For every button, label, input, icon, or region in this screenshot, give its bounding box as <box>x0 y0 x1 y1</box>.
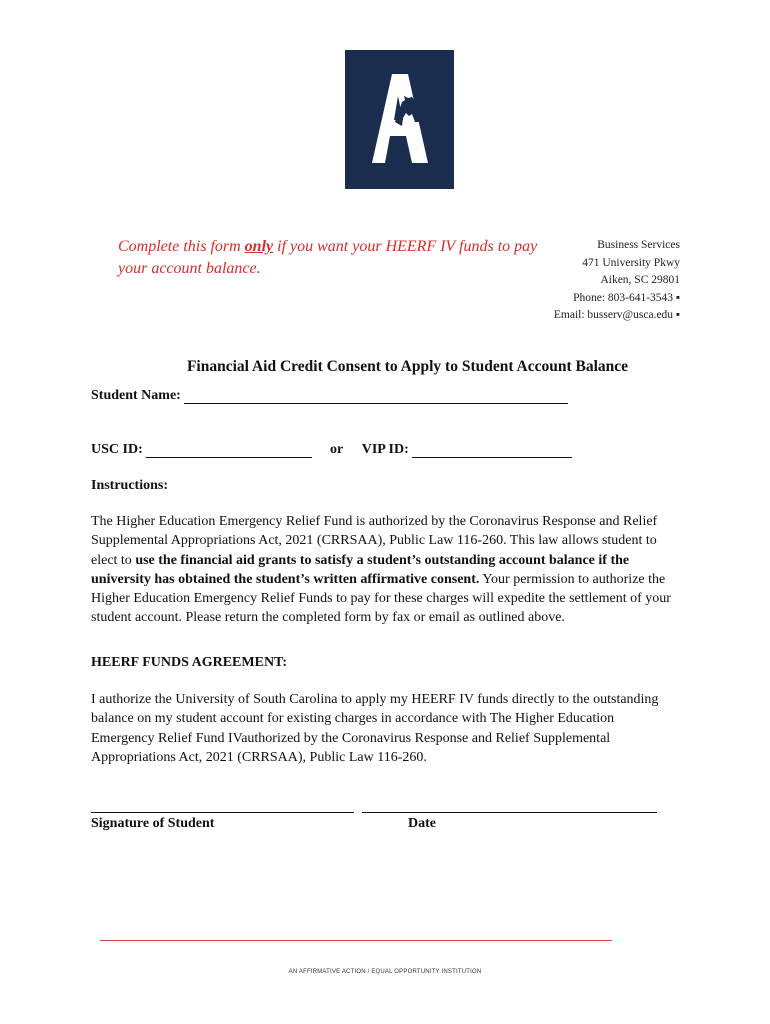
contact-street: 471 University Pkwy <box>582 256 680 269</box>
instructions-part1: The Higher Education Emergency Relief Fund is authorized by the Coronavirus Response and Relief Supplemental Appropriations Act, 2021 (CRRSAA), Public Law 116-260. This law allows student to elect to <box>91 514 658 568</box>
contact-block <box>554 237 680 325</box>
date-label: Date <box>408 816 436 831</box>
usc-id-row <box>91 442 312 458</box>
footer-text: AN AFFIRMATIVE ACTION / EQUAL OPPORTUNITY INSTITUTION <box>288 969 482 975</box>
student-name-label: Student Name: <box>91 388 181 403</box>
signature-label: Signature of Student <box>91 816 215 831</box>
instructions-bold: use the financial aid grants to satisfy a student’s outstanding account balance if the university has obtained the student’s written affirmative consent. <box>91 552 630 587</box>
contact-email: Email: busserv@usca.edu ▪ <box>553 309 680 321</box>
notice-after: if you want your HEERF IV funds to pay your account balance. <box>118 238 538 277</box>
logo-a-horse-icon <box>345 50 454 189</box>
notice-text <box>118 236 558 280</box>
instructions-heading: Instructions: <box>91 478 169 493</box>
signature-line[interactable] <box>91 812 354 813</box>
usc-id-field[interactable] <box>146 444 312 458</box>
notice-before: Complete this form <box>118 238 245 255</box>
contact-city: Aiken, SC 29801 <box>600 274 680 286</box>
vip-id-row <box>330 442 572 458</box>
instructions-part2: Your permission to authorize the Higher Education Emergency Relief Funds to pay for these charges will expedite the settlement of your student account. Please return the completed form by fax or email as outlined above. <box>91 571 671 626</box>
vip-id-field[interactable] <box>412 444 572 458</box>
student-name-field[interactable] <box>184 390 568 404</box>
university-logo <box>345 50 454 189</box>
usc-id-label: USC ID: <box>91 442 143 457</box>
date-line[interactable] <box>362 812 657 813</box>
contact-phone: Phone: 803-641-3543 ▪ <box>573 291 680 304</box>
agreement-paragraph: I authorize the University of South Carolina to apply my HEERF IV funds directly to the outstanding balance on my student account for existing charges in accordance with The Higher Education Emergency Relief Fund IVauthorized by the Coronavirus Response and Relief Supplemental Appropriations Act, 2021 (CRRSAA), Public Law 116-260. <box>91 692 659 765</box>
form-title: Financial Aid Credit Consent to Apply to Student Account Balance <box>186 358 629 375</box>
agreement-heading: HEERF FUNDS AGREEMENT: <box>91 655 288 670</box>
notice-emphasis: only <box>244 238 274 255</box>
footer-divider <box>100 940 612 941</box>
instructions-paragraph <box>91 512 681 628</box>
student-name-row <box>91 388 568 404</box>
contact-office: Business Services <box>597 239 680 251</box>
vip-id-label: VIP ID: <box>361 442 409 457</box>
or-label: or <box>330 442 343 457</box>
